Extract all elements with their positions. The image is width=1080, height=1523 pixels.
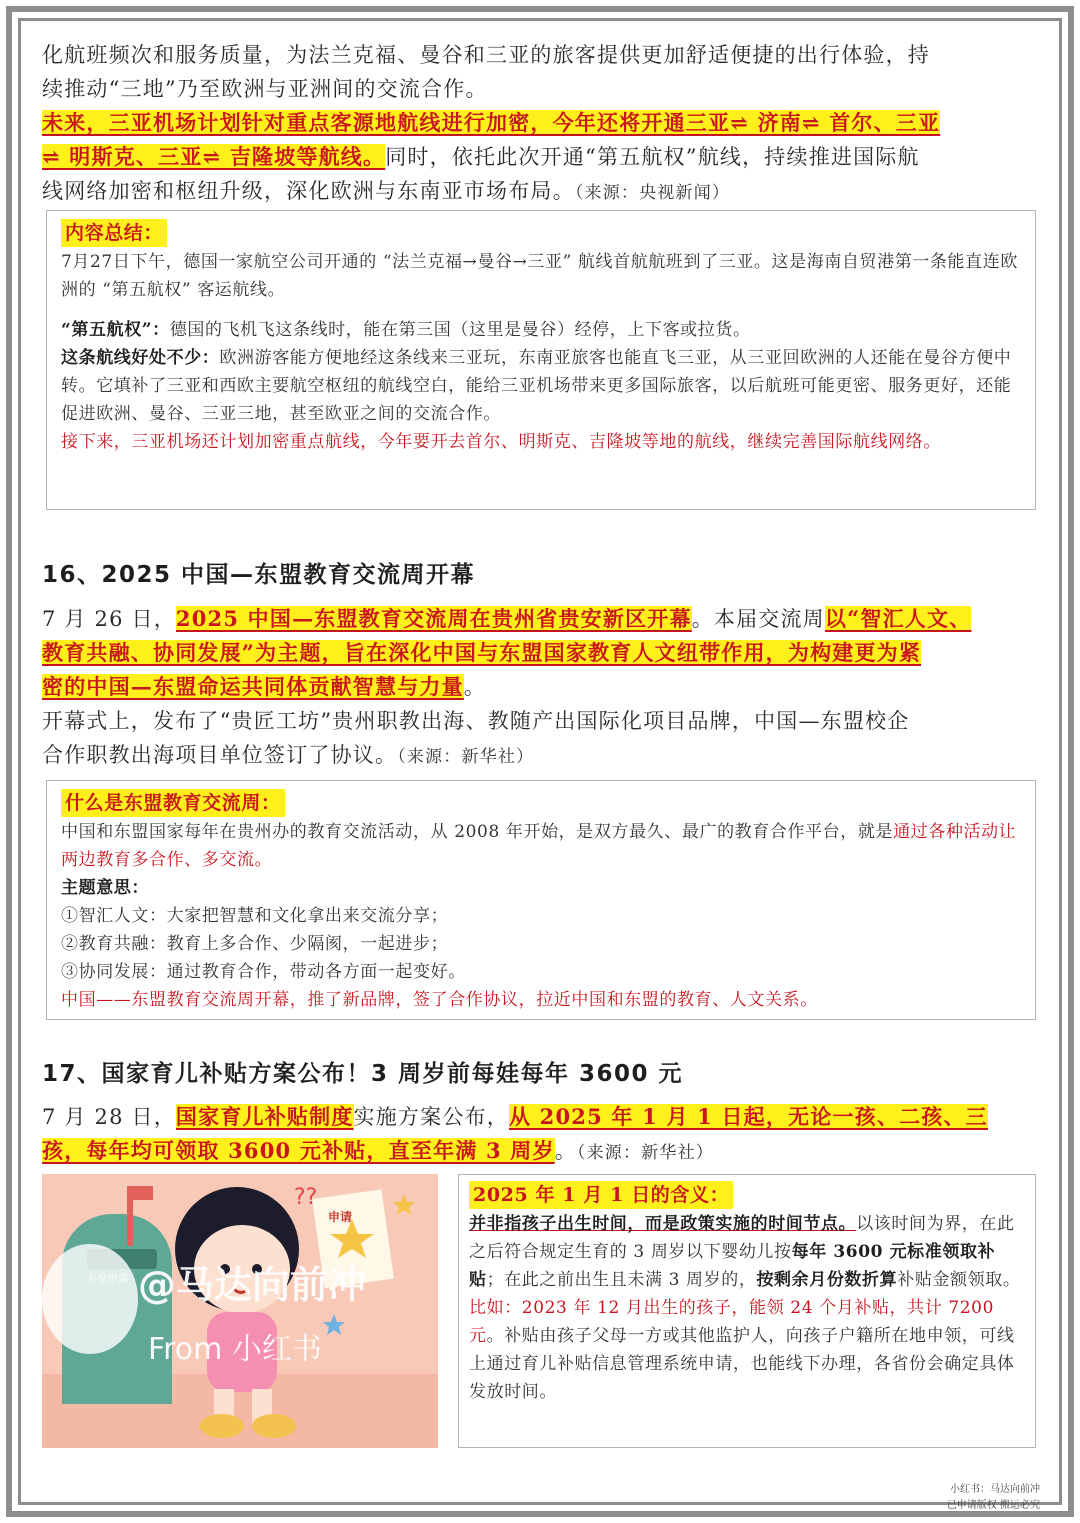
watermark-account: @马达向前冲 <box>138 1263 367 1307</box>
source-xinhua-16: （来源：新华社） <box>397 747 535 767</box>
copyright-line-1: 小红书：马达向前冲 <box>950 1484 1040 1495</box>
section-16-line-4: 开幕式上，发布了“贵匠工坊”贵州职教出海、教随产出国际化项目品牌，中国—东盟校企 <box>42 709 910 733</box>
highlight-subsidy-amount-2: 孩，每年均可领取 3600 元补贴，直至年满 3 周岁 <box>42 1138 555 1163</box>
intro-line-5: 线网络加密和枢纽升级，深化欧洲与东南亚市场布局。 <box>42 179 575 203</box>
highlight-theme-3: 密的中国—东盟命运共同体贡献智慧与力量 <box>42 674 464 699</box>
section-16-heading: 16、2025 中国—东盟教育交流周开幕 <box>42 562 476 588</box>
theme-item-3: ③协同发展：通过教育合作，带动各方面一起变好。 <box>61 962 466 982</box>
box-16-conclusion: 中国——东盟教育交流周开幕，推了新品牌，签了合作协议，拉近中国和东盟的教育、人文关系。 <box>61 990 818 1010</box>
box-16-paragraph: 中国和东盟国家每年在贵州办的教育交流活动，从 2008 年开始，是双方最久、最广的教育合作平台，就是通过各种活动让两边教育多合作、多交流。 <box>61 822 1017 870</box>
highlight-theme-2: 教育共融、协同发展”为主题，旨在深化中国与东盟国家教育人文纽带作用，为构建更为紧 <box>42 640 922 665</box>
svg-text:??: ?? <box>294 1185 318 1210</box>
watermark-logo-icon <box>42 1244 138 1354</box>
example-red: 比如：2023 年 12 月出生的孩子，能领 24 个月补贴，共计 7200 元 <box>469 1298 995 1346</box>
paper-label: 申请 <box>328 1210 353 1224</box>
section-16-line-5: 合作职教出海项目单位签订了协议。 <box>42 743 398 767</box>
intro-line-1: 化航班频次和服务质量，为法兰克福、曼谷和三亚的旅客提供更加舒适便捷的出行体验，持 <box>42 43 930 67</box>
source-cctv: （来源：央视新闻） <box>574 183 731 203</box>
summary-box-15 <box>46 210 1036 510</box>
annual-amount: 每年 3600 元标准领取补贴 <box>469 1242 996 1290</box>
highlight-subsidy-system: 国家育儿补贴制度 <box>175 1104 354 1129</box>
child-subsidy-illustration <box>42 1174 438 1448</box>
summary-title: 内容总结： <box>61 219 167 247</box>
section-16-paragraph: 7 月 26 日，2025 中国—东盟教育交流周在贵州省贵安新区开幕。本届交流周以“智汇人文、 教育共融、协同发展”为主题，旨在深化中国与东盟国家教育人文纽带作用，为构建更为紧 密的中国—东盟命运共同体贡献智慧与力量。 开幕式上，发布了“贵匠工坊”贵州职教出海、教随产出国际化项目品牌，中国—东盟校企 合作职教出海项目单位签订了协议。（来源：新华社） <box>42 602 1038 774</box>
highlight-theme: 以“智汇人文、 <box>824 606 972 631</box>
prorated-note: 按剩余月份数折算 <box>756 1270 898 1290</box>
watermark-from: From 小红书 <box>148 1332 322 1367</box>
highlight-subsidy-amount: 从 2025 年 1 月 1 日起，无论一孩、二孩、三 <box>508 1104 988 1129</box>
policy-node-note: 并非指孩子出生时间，而是政策实施的时间节点。 <box>469 1214 857 1234</box>
highlight-new-routes: 未来，三亚机场计划针对重点客源地航线进行加密，今年还将开通三亚⇌ 济南⇌ 首尔、三亚 <box>42 110 941 135</box>
box-16-title: 什么是东盟教育交流周： <box>61 789 285 817</box>
intro-line-2: 续推动“三地”乃至欧洲与亚洲间的交流合作。 <box>42 77 488 101</box>
theme-item-1: ①智汇人文：大家把智慧和文化拿出来交流分享； <box>61 906 449 926</box>
box-17-example: 比如：2023 年 12 月出生的孩子，能领 24 个月补贴，共计 7200 元。补贴由孩子父母一方或其他监护人，向孩子户籍所在地申领，可线上通过育儿补贴信息管理系统申请，也能线下办理，各省份会确定具体发放时间。 <box>469 1298 1015 1402</box>
intro-line-4: 同时，依托此次开通“第五航权”航线，持续推进国际航 <box>385 145 920 169</box>
explain-box-17 <box>458 1174 1036 1448</box>
source-xinhua-17: （来源：新华社） <box>576 1143 715 1163</box>
summary-benefits: 这条航线好处不少：欧洲游客能方便地经这条线来三亚玩，东南亚旅客也能直飞三亚，从三亚回欧洲的人还能在曼谷方便中转。它填补了三亚和西欧主要航空枢纽的航线空白，能给三亚机场带来更多国际旅客，以后航班可能更密、服务更好，还能促进欧洲、曼谷、三亚三地，甚至欧亚之间的交流合作。 <box>61 348 1012 424</box>
copyright-line-2: 已申请版权 搬运必究 <box>946 1500 1040 1511</box>
box-17-title: 2025 年 1 月 1 日的含义： <box>469 1181 733 1209</box>
benefits-label: 这条航线好处不少： <box>61 348 220 368</box>
box-17-paragraph: 并非指孩子出生时间，而是政策实施的时间节点。以该时间为界，在此之后符合规定生育的 3 周岁以下婴幼儿按每年 3600 元标准领取补贴；在此之前出生且未满 3 周岁的，按剩余月份数折算补贴金额领取。 <box>469 1214 1021 1290</box>
theme-item-2: ②教育共融：教育上多合作、少隔阂，一起进步； <box>61 934 449 954</box>
summary-fifth-freedom: “第五航权”：德国的飞机飞这条线时，能在第三国（这里是曼谷）经停，上下客或拉货。 <box>61 320 751 340</box>
section-17-heading: 17、国家育儿补贴方案公布！3 周岁前每娃每年 3600 元 <box>42 1061 684 1087</box>
summary-paragraph-1: 7月27日下午，德国一家航空公司开通的 “法兰克福→曼谷→三亚” 航线首航航班到了三亚。这是海南自贸港第一条能直连欧洲的 “第五航权” 客运航线。 <box>61 252 1018 300</box>
intro-paragraph <box>42 38 1038 210</box>
theme-meaning-label: 主题意思： <box>61 878 149 898</box>
summary-next-steps: 接下来，三亚机场还计划加密重点航线，今年要开去首尔、明斯克、吉隆坡等地的航线，继续完善国际航线网络。 <box>61 432 941 452</box>
section-17-paragraph: 7 月 28 日，国家育儿补贴制度实施方案公布，从 2025 年 1 月 1 日起，无论一孩、二孩、三 孩，每年均可领取 3600 元补贴，直至年满 3 周岁。（来源：新华社） <box>42 1104 988 1163</box>
explain-box-16 <box>46 780 1036 1020</box>
fifth-freedom-label: “第五航权”： <box>61 320 170 340</box>
highlight-new-routes-2: ⇌ 明斯克、三亚⇌ 吉隆坡等航线。 <box>42 144 386 169</box>
highlight-opening: 2025 中国—东盟教育交流周在贵州省贵安新区开幕 <box>175 606 692 631</box>
